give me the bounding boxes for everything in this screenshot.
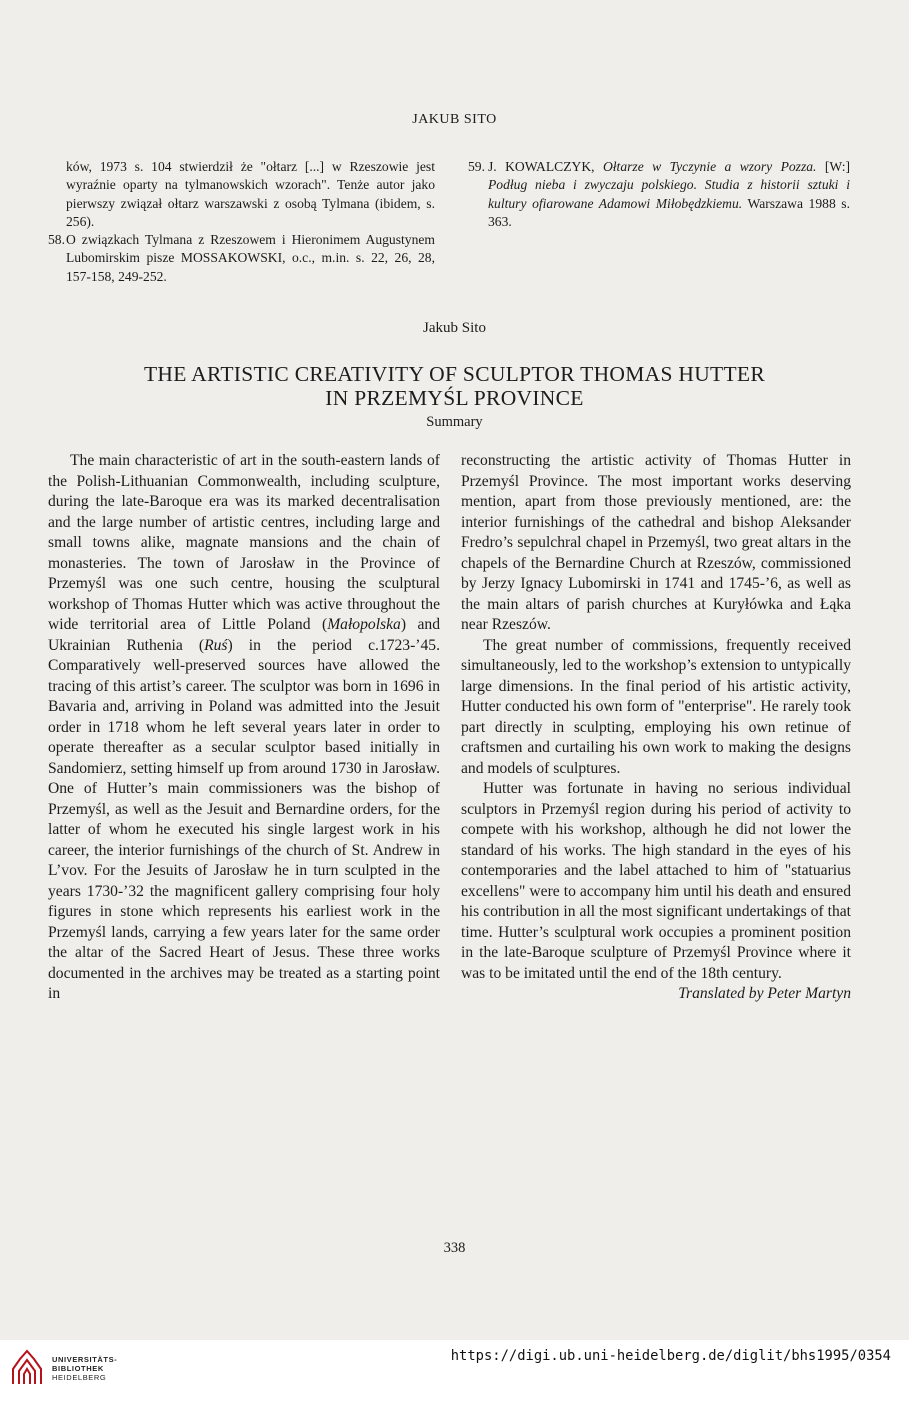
footnote-number: 59. xyxy=(468,159,485,174)
title-line-2: IN PRZEMYŚL PROVINCE xyxy=(325,386,584,410)
footnotes-left-column xyxy=(48,158,435,286)
footnote-58 xyxy=(48,231,435,286)
summary-left-column xyxy=(48,451,440,1005)
footnote-continuation: ków, 1973 s. 104 stwierdził że "ołtarz [...] w Rzeszowie jest wyraźnie oparty na tylmanowskich wzorach". Tenże autor jako pierwszy związał ołtarz warszawski z osobą Tylmana (ibidem, s. 256). xyxy=(66,159,435,229)
title-line-1: THE ARTISTIC CREATIVITY OF SCULPTOR THOMAS HUTTER xyxy=(143,362,765,386)
footnote-59 xyxy=(468,158,850,231)
summary-right-column xyxy=(461,451,851,1005)
footnotes-right-column xyxy=(468,158,850,231)
footnote-text: J. KOWALCZYK, Ołtarze w Tyczynie a wzory Pozza. [W:] Podług nieba i zwyczaju polskiego. Studia z historii sztuki i kultury ofiarowane Adamowi Miłobędzkiemu. Warszawa 1988 s. 363. xyxy=(488,159,850,229)
running-head: JAKUB SITO xyxy=(412,112,497,127)
page-number: 338 xyxy=(443,1240,466,1256)
translator-credit: Translated by Peter Martyn xyxy=(678,985,851,1002)
article-subtitle: Summary xyxy=(426,414,483,430)
summary-paragraph: The great number of commissions, frequently received simultaneously, led to the workshop’s extension to untypically large dimensions. In the final period of his artistic activity, Hutter conducted his own form of "enterprise". He rarely took part directly in sculpting, employing his own retinue of craftsmen and curtailing his own work to making the designs and models of sculptures. xyxy=(461,636,851,777)
library-name: UNIVERSITÄTS- BIBLIOTHEK HEIDELBERG xyxy=(52,1355,118,1382)
source-url-link[interactable]: https://digi.ub.uni-heidelberg.de/diglit/bhs1995/0354 xyxy=(450,1348,891,1364)
library-logo-icon xyxy=(10,1347,44,1387)
article-author: Jakub Sito xyxy=(423,320,486,336)
footnote-number: 58. xyxy=(48,232,65,248)
summary-paragraph: Hutter was fortunate in having no serious individual sculptors in Przemyśl region during his period of activity to compete with his workshop, although he did not lower the standard of his works. The high standard in the eyes of his contemporaries and the label attached to him of "statuarius excellens" were to accompany him until his death and ensured his contribution in all the most significant undertakings of that time. Hutter’s sculptural work occupies a prominent position in the late-Baroque sculpture of Przemyśl Province where it was to be imitated until the end of the 18th century. xyxy=(461,780,851,982)
summary-paragraph: The main characteristic of art in the south-eastern lands of the Polish-Lithuanian Commonwealth, including sculpture, during the late-Baroque era was its marked decentralisation and the large number of artistic centres, including large and small towns alike, magnate mansions and the chain of monasteries. The town of Jarosław in the Province of Przemyśl was one such centre, housing the sculptural workshop of Thomas Hutter which was active throughout the wide territorial area of Little Poland (Małopolska) and Ukrainian Ruthenia (Ruś) in the period c.1723-’45. Comparatively well-preserved sources have allowed the tracing of this artist’s career. The sculptor was born in 1696 in Bavaria and, arriving in Poland was admitted into the Jesuit order in 1718 whom he left several years later in order to operate thereafter as a secular sculptor based initially in Sandomierz, setting himself up from around 1730 in Jarosław. One of Hutter’s main commissioners was the bishop of Przemyśl, as well as the Jesuit and Bernardine orders, for the latter of whom he executed his single largest work in his career, the interior furnishings of the church of St. Andrew in L’vov. For the Jesuits of Jarosław he in turn sculpted in the years 1730-’32 the magnificent gallery comprising four holy figures in stone which represents his earliest work in the Przemyśl lands, carrying a few years later for the same order the altar of the Sacred Heart of Jesus. These three works documented in the archives may be treated as a starting point in xyxy=(48,452,440,1002)
footnote-text: O związkach Tylmana z Rzeszowem i Hieronimem Augustynem Lubomirskim pisze MOSSAKOWSKI, o.c., m.in. s. 22, 26, 28, 157-158, 249-252. xyxy=(66,232,435,284)
summary-paragraph: reconstructing the artistic activity of Thomas Hutter in Przemyśl Province. The most important works deserving mention, apart from those previously mentioned, are: the interior furnishings of the cathedral and bishop Aleksander Fredro’s sepulchral chapel in Przemyśl, two great altars in the chapels of the Bernardine Church at Rzeszów, commissioned by Jerzy Ignacy Lubomirski in 1741 and 1745-’6, as well as the main altars of parish churches at Kuryłówka and Łąka near Rzeszów. xyxy=(461,452,851,633)
article-title xyxy=(0,362,909,410)
